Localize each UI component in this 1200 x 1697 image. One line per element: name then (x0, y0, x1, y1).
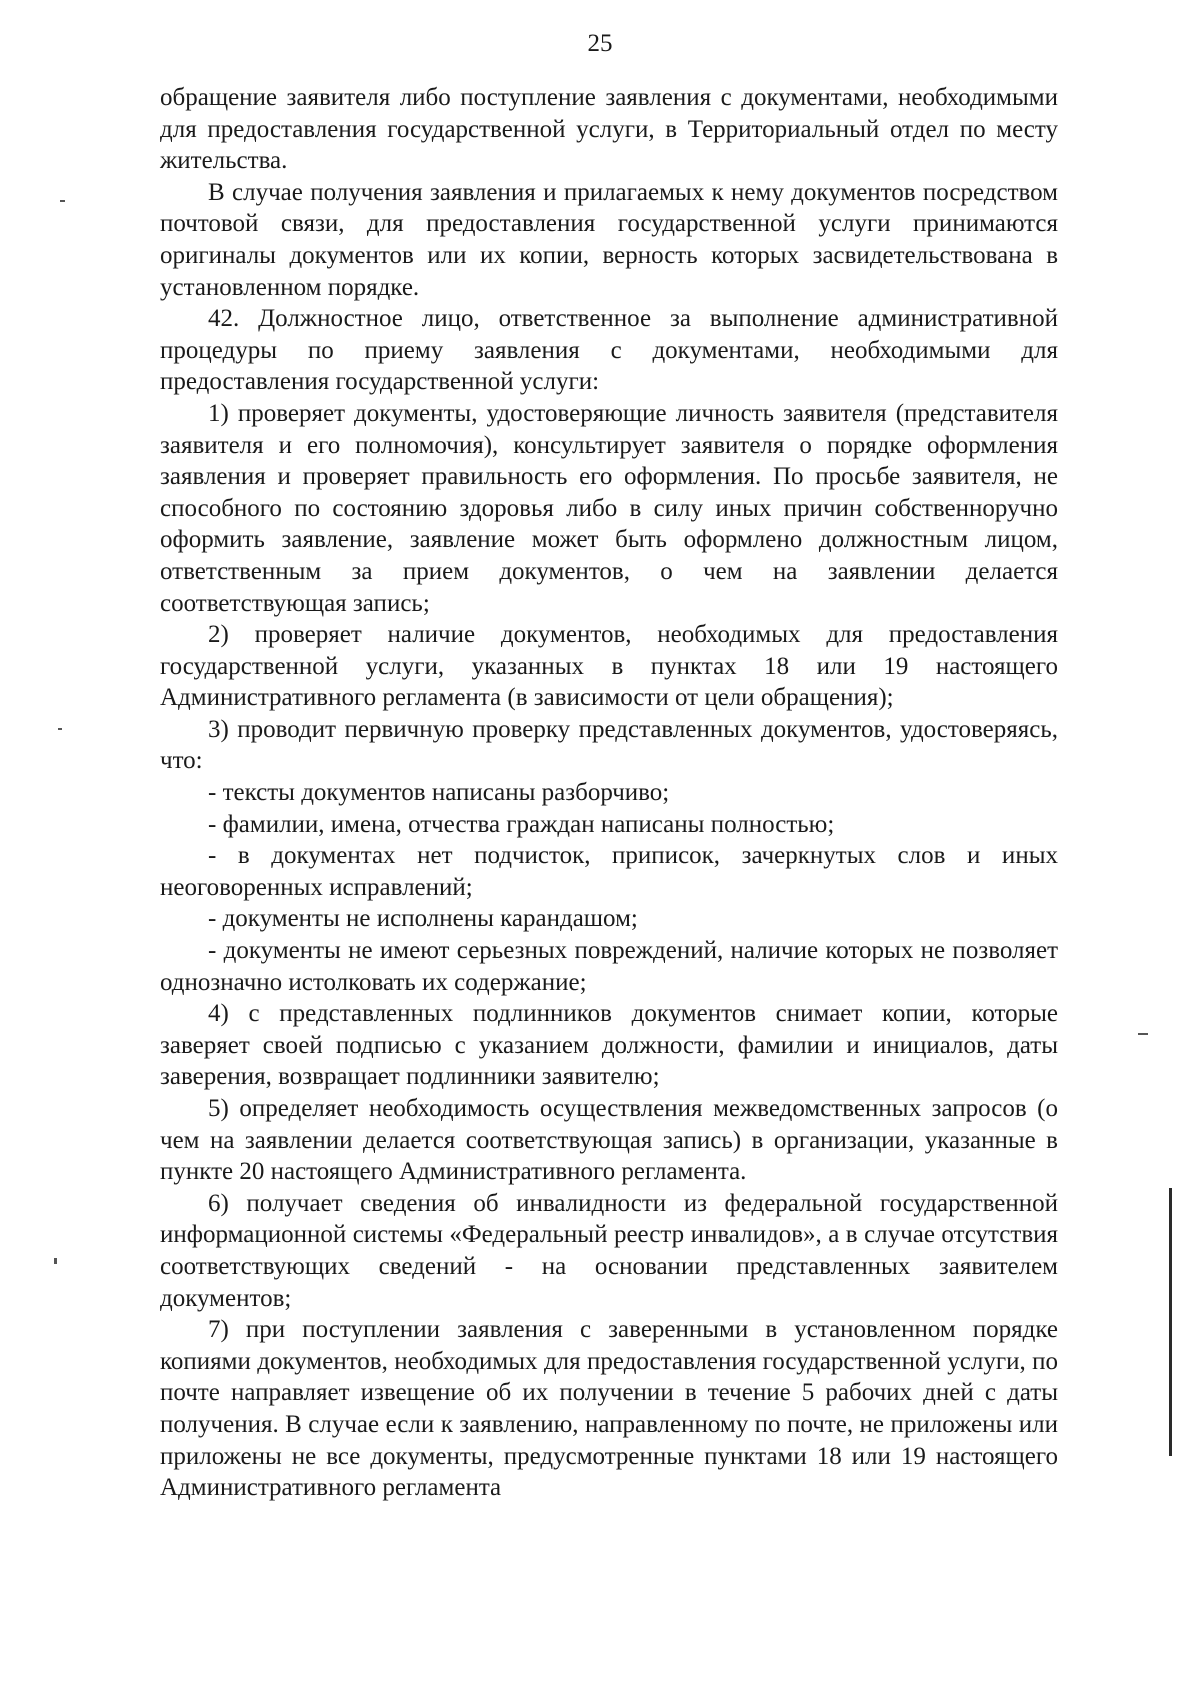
paragraph-9: - в документах нет подчисток, приписок, зачеркнутых слов и иных неоговоренных исправлений; (160, 842, 1058, 901)
paragraph-2: В случае получения заявления и прилагаемых к нему документов посредством почтовой связи, для предоставления государственной услуги принимаются оригиналы документов или их копии, верность которых засвидетельствована в установленном порядке. (160, 178, 1058, 301)
page-number: 25 (587, 30, 613, 57)
paragraph-14: 6) получает сведения об инвалидности из федеральной государственной информационной системы «Федеральный реестр инвалидов», а в случае отсутствия соответствующих сведений - на основании представленных заявителем документов; (160, 1189, 1058, 1312)
paragraph-8: - фамилии, имена, отчества граждан написаны полностью; (208, 810, 835, 838)
paragraph-15: 7) при поступлении заявления с заверенными в установленном порядке копиями документов, необходимых для предоставления государственной услуги, по почте направляет извещение об их получении в течение 5 рабочих дней с даты получения. В случае если к заявлению, направленному по почте, не приложены или приложены не все документы, предусмотренные пунктами 18 или 19 настоящего Административного регламента (160, 1316, 1058, 1502)
scan-mark-left-2 (58, 728, 62, 730)
paragraph-3: 42. Должностное лицо, ответственное за выполнение административной процедуры по приему заявления с документами, необходимыми для предоставления государственной услуги: (160, 305, 1058, 396)
paragraph-4: 1) проверяет документы, удостоверяющие личность заявителя (представителя заявителя и его полномочия), консультирует заявителя о порядке оформления заявления и проверяет правильность его оформления. По просьбе заявителя, не способного по состоянию здоровья либо в силу иных причин собственноручно оформить заявление, заявление может быть оформлено должностным лицом, ответственным за прием документов, о чем на заявлении делается соответствующая запись; (160, 399, 1058, 617)
paragraph-11: - документы не имеют серьезных повреждений, наличие которых не позволяет однозначно истолковать их содержание; (160, 937, 1058, 996)
scan-mark-right-1 (1138, 1033, 1148, 1035)
paragraph-1: обращение заявителя либо поступление заявления с документами, необходимыми для предоставления государственной услуги, в Территориальный отдел по месту жительства. (160, 84, 1058, 175)
margin-rule (1169, 1188, 1172, 1456)
scan-mark-left-3 (54, 1258, 57, 1264)
paragraph-10: - документы не исполнены карандашом; (208, 905, 638, 933)
paragraph-5: 2) проверяет наличие документов, необходимых для предоставления государственной услуги, указанных в пунктах 18 или 19 настоящего Административного регламента (в зависимости от цели обращения); (160, 621, 1058, 712)
paragraph-6: 3) проводит первичную проверку представленных документов, удостоверяясь, что: (160, 715, 1058, 775)
paragraph-13: 5) определяет необходимость осуществления межведомственных запросов (о чем на заявлении делается соответствующая запись) в организации, указанные в пункте 20 настоящего Административного регламента. (160, 1095, 1058, 1186)
document-body (160, 82, 1058, 1504)
scan-mark-left-1 (60, 200, 65, 202)
paragraph-7: - тексты документов написаны разборчиво; (208, 779, 670, 807)
paragraph-12: 4) с представленных подлинников документов снимает копии, которые заверяет своей подписью с указанием должности, фамилии и инициалов, даты заверения, возвращает подлинники заявителю; (160, 1000, 1058, 1091)
